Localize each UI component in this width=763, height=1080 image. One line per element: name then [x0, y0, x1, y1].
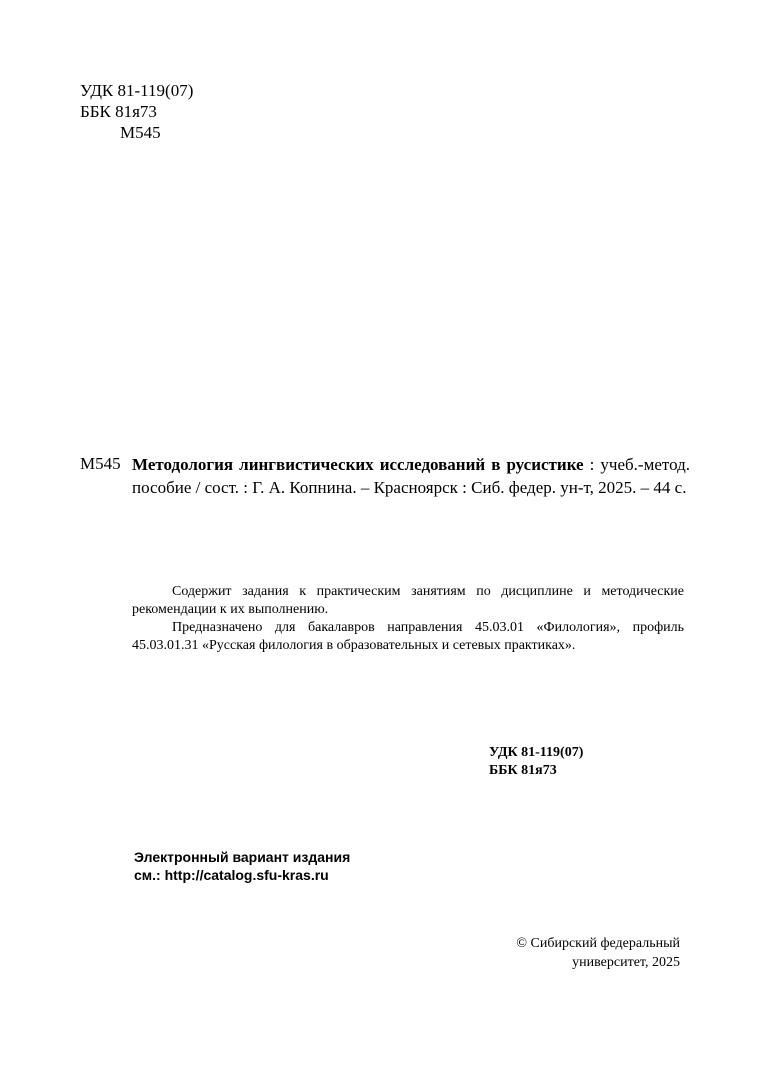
- publication-details: : учеб.-метод. пособие / сост. : Г. А. Копнина. – Красноярск : Сиб. федер. ун-т, 2025. – 44 с.: [132, 455, 690, 497]
- book-title: Методология лингвистических исследований в русистике: [132, 455, 584, 474]
- catalog-link[interactable]: см.: http://catalog.sfu-kras.ru: [134, 867, 329, 883]
- classification-block-top: [80, 80, 193, 143]
- bibliographic-author-mark: М545: [80, 454, 121, 473]
- electronic-version-note: [134, 848, 350, 884]
- bibliographic-record: [132, 453, 690, 499]
- copyright-notice: [516, 934, 680, 972]
- classification-block-bottom: [489, 744, 583, 780]
- author-mark: М545: [120, 123, 161, 142]
- electronic-version-label: Электронный вариант издания: [134, 849, 351, 865]
- udk-code-bottom: УДК 81-119(07): [489, 745, 584, 760]
- annotation-paragraph-content: Содержит задания к практическим занятиям по дисциплине и методические рекомендации к их выполнению.: [132, 584, 684, 617]
- bbk-code-bottom: ББК 81я73: [489, 763, 557, 778]
- annotation: [132, 583, 684, 655]
- annotation-paragraph-audience: Предназначено для бакалавров направления 45.03.01 «Филология», профиль 45.03.01.31 «Русская филология в образовательных и сетевых практиках».: [132, 620, 684, 653]
- copyright-line-1: © Сибирский федеральный: [516, 936, 680, 951]
- copyright-line-2: университет, 2025: [572, 955, 680, 970]
- bbk-code: ББК 81я73: [80, 102, 157, 121]
- udk-code: УДК 81-119(07): [80, 81, 194, 100]
